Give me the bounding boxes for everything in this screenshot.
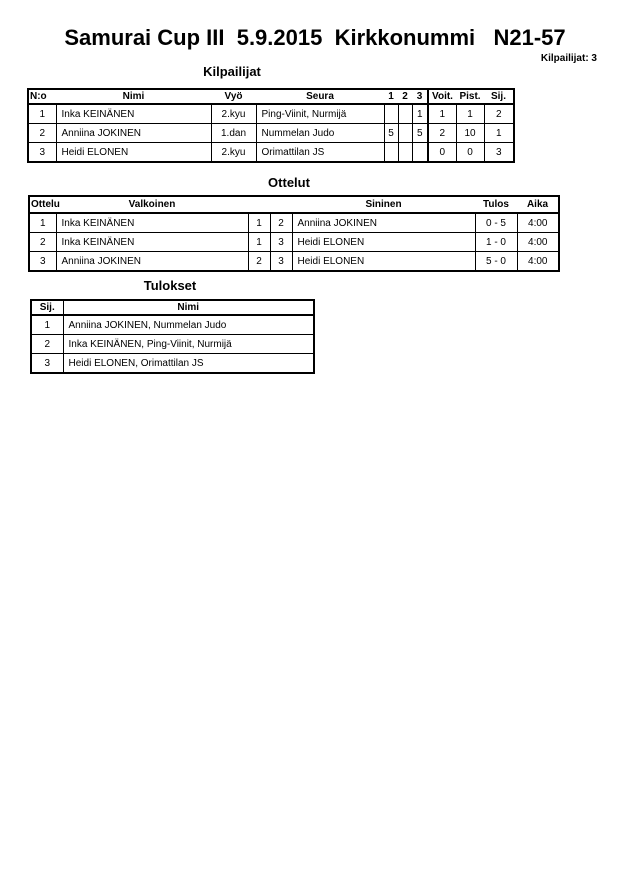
kilpailijat-table [27,88,515,163]
col-header-nimi: Nimi [63,300,314,315]
cell: Heidi ELONEN [56,143,211,163]
section-heading-kilpailijat: Kilpailijat [203,64,261,79]
cell: 3 [484,143,514,163]
section-heading-ottelut: Ottelut [268,175,310,190]
cell: Orimattilan JS [256,143,384,163]
cell: 4:00 [517,213,559,233]
cell [384,104,398,124]
cell: 3 [28,143,56,163]
cell: Anniina JOKINEN [56,252,248,272]
cell: Heidi ELONEN [292,233,475,252]
cell: 0 [456,143,484,163]
col-header-2: 2 [398,89,412,104]
cell: 0 - 5 [475,213,517,233]
table-row [29,213,559,233]
cell: 2 [428,124,456,143]
cell: Inka KEINÄNEN, Ping-Viinit, Nurmijä [63,335,314,354]
cell: 1 [428,104,456,124]
cell: Inka KEINÄNEN [56,104,211,124]
col-header-white-no [248,196,270,213]
cell: Anniina JOKINEN [292,213,475,233]
cell: 1 [29,213,56,233]
col-header-aika: Aika [517,196,559,213]
cell: 2 [484,104,514,124]
col-header-no: N:o [28,89,56,104]
cell: 1 [456,104,484,124]
cell: Heidi ELONEN [292,252,475,272]
ottelut-table [28,195,560,272]
col-header-pist: Pist. [456,89,484,104]
cell [384,143,398,163]
kilpailijat-header-row [28,89,514,104]
ottelut-header-row [29,196,559,213]
cell [412,143,428,163]
cell: 1.dan [211,124,256,143]
col-header-3: 3 [412,89,428,104]
cell: Nummelan Judo [256,124,384,143]
table-row [31,335,314,354]
cell: 1 [248,213,270,233]
cell: Anniina JOKINEN [56,124,211,143]
cell: 1 [31,315,63,335]
cell: 3 [270,252,292,272]
competitors-count: Kilpailijat: 3 [540,53,597,64]
cell: 1 [248,233,270,252]
cell: 3 [270,233,292,252]
col-header-sij: Sij. [31,300,63,315]
cell: 2 [248,252,270,272]
cell: 1 [412,104,428,124]
table-row [29,252,559,272]
cell: 3 [31,354,63,374]
cell: Heidi ELONEN, Orimattilan JS [63,354,314,374]
cell: 5 [412,124,428,143]
cell: 3 [29,252,56,272]
cell: 10 [456,124,484,143]
table-row [31,354,314,374]
cell: 2 [28,124,56,143]
cell [398,143,412,163]
cell: 1 - 0 [475,233,517,252]
tulokset-body [31,315,314,373]
cell: Ping-Viinit, Nurmijä [256,104,384,124]
section-heading-tulokset: Tulokset [143,278,197,293]
cell: 5 [384,124,398,143]
col-header-blue-no [270,196,292,213]
cell: 4:00 [517,233,559,252]
table-row [31,315,314,335]
col-header-1: 1 [384,89,398,104]
col-header-valkoinen: Valkoinen [56,196,248,213]
col-header-seura: Seura [256,89,384,104]
table-row [28,124,514,143]
col-header-nimi: Nimi [56,89,211,104]
cell: 1 [28,104,56,124]
cell: 2 [29,233,56,252]
cell: 2.kyu [211,143,256,163]
col-header-vyo: Vyö [211,89,256,104]
cell: 2 [270,213,292,233]
ottelut-body [29,213,559,271]
table-row [28,143,514,163]
cell: 0 [428,143,456,163]
table-row [29,233,559,252]
cell: Inka KEINÄNEN [56,233,248,252]
cell: 1 [484,124,514,143]
col-header-sij: Sij. [484,89,514,104]
cell: 4:00 [517,252,559,272]
cell [398,124,412,143]
cell: 2 [31,335,63,354]
tulokset-table [30,299,315,374]
cell: Inka KEINÄNEN [56,213,248,233]
col-header-voit: Voit. [428,89,456,104]
col-header-tulos: Tulos [475,196,517,213]
page-title: Samurai Cup III 5.9.2015 Kirkkonummi N21-57 [64,25,566,50]
tulokset-header-row [31,300,314,315]
cell: Anniina JOKINEN, Nummelan Judo [63,315,314,335]
col-header-ottelu: Ottelu [29,196,56,213]
cell [398,104,412,124]
table-row [28,104,514,124]
kilpailijat-body [28,104,514,162]
cell: 2.kyu [211,104,256,124]
col-header-sininen: Sininen [292,196,475,213]
cell: 5 - 0 [475,252,517,272]
